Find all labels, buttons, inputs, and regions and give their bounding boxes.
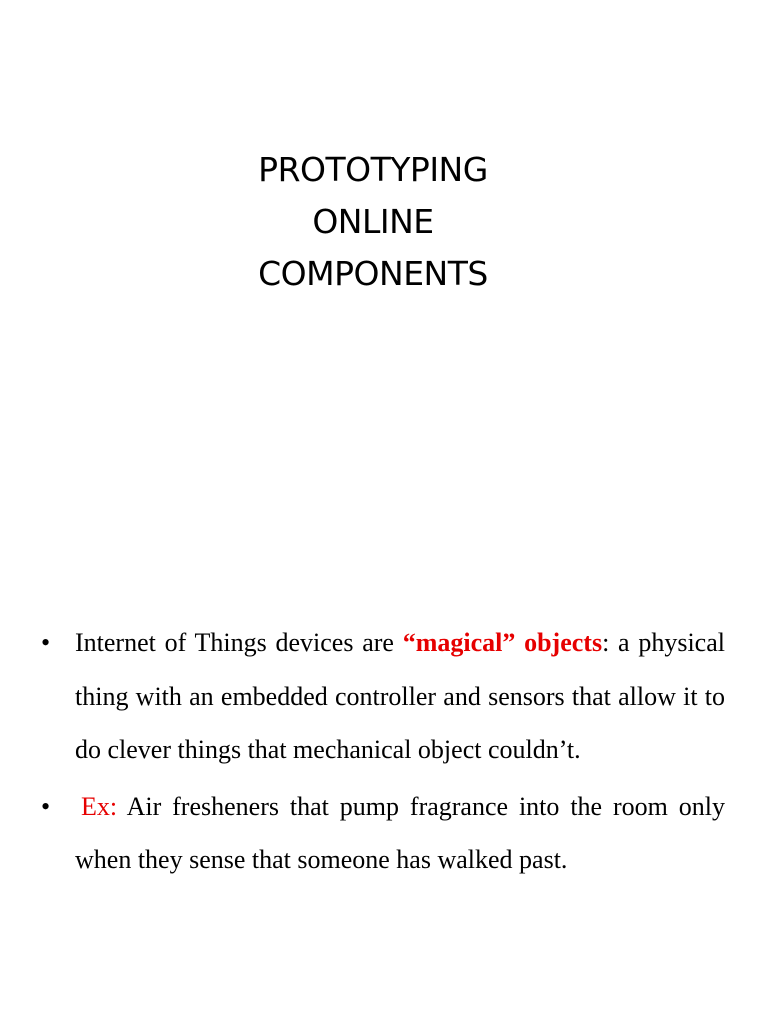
title-line-1: PROTOTYPING bbox=[258, 150, 488, 189]
bullet-text-intro: Internet of Things devices are bbox=[75, 628, 403, 657]
bullet-text-definition: : a physical thing with an embedded controller and sensors that allow it to do clever things that mechanical object couldn’t. bbox=[75, 628, 725, 764]
bullet-item-example bbox=[41, 780, 725, 887]
title-line-2: ONLINE bbox=[312, 202, 434, 241]
slide-title bbox=[0, 144, 746, 300]
bullet-marker: • bbox=[41, 628, 51, 657]
example-text: Air fresheners that pump fragrance into the room only when they sense that someone has walked past. bbox=[75, 791, 725, 874]
bullet-list bbox=[41, 616, 725, 887]
bullet-marker: • bbox=[41, 791, 51, 821]
example-prefix: Ex: bbox=[81, 791, 118, 821]
bullet-item-iot-devices bbox=[41, 616, 725, 777]
title-line-3: COMPONENTS bbox=[258, 254, 488, 293]
highlight-magical-objects: “magical” objects bbox=[402, 628, 603, 657]
